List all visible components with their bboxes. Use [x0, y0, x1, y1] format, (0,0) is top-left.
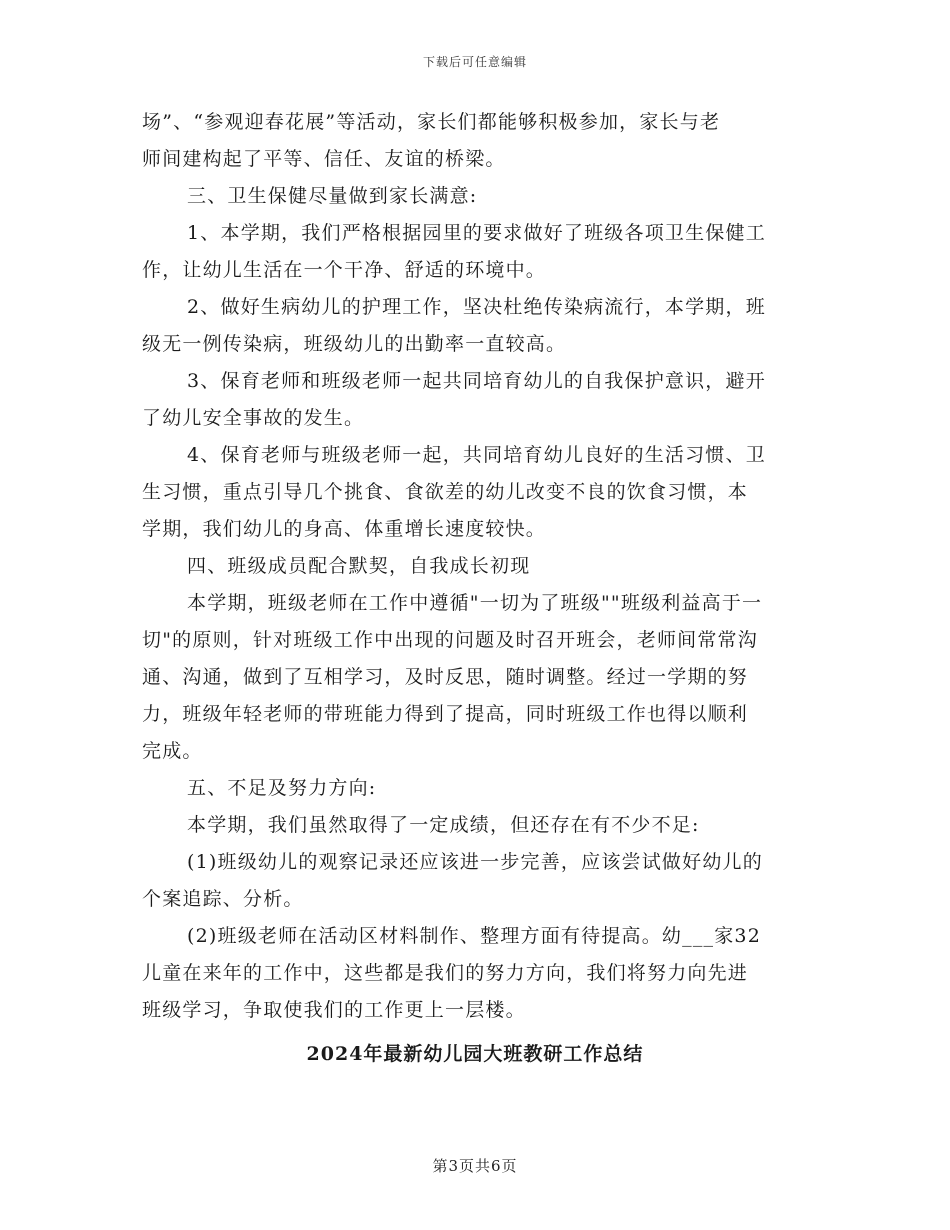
text-line: (1)班级幼儿的观察记录还应该进一步完善，应该尝试做好幼儿的 [187, 851, 763, 873]
document-title: 2024年最新幼儿园大班教研工作总结 [306, 1043, 644, 1065]
text-line: 作，让幼儿生活在一个干净、舒适的环境中。 [142, 259, 547, 281]
text-line: 4、保育老师与班级老师一起，共同培育幼儿良好的生活习惯、卫 [187, 444, 766, 466]
text-line: 切"的原则，针对班级工作中出现的问题及时召开班会，老师间常常沟 [142, 629, 758, 651]
text-line: 2、做好生病幼儿的护理工作，坚决杜绝传染病流行，本学期，班 [187, 296, 766, 318]
text-line: 力，班级年轻老师的带班能力得到了提高，同时班级工作也得以顺利 [142, 703, 749, 725]
text-line: (2)班级老师在活动区材料制作、整理方面有待提高。幼___家32 [187, 925, 761, 947]
text-line: 生习惯，重点引导几个挑食、食欲差的幼儿改变不良的饮食习惯，本 [142, 481, 749, 503]
text-line: 通、沟通，做到了互相学习，及时反思，随时调整。经过一学期的努 [142, 666, 749, 688]
text-line: 班级学习，争取使我们的工作更上一层楼。 [142, 999, 526, 1021]
document-body [142, 104, 812, 1029]
page-header: 下载后可任意编辑 [422, 55, 527, 69]
section-heading: 五、不足及努力方向: [187, 777, 377, 799]
text-line: 师间建构起了平等、信任、友谊的桥梁。 [142, 148, 506, 170]
text-line: 本学期，班级老师在工作中遵循"一切为了班级""班级利益高于一 [187, 592, 763, 614]
section-heading: 三、卫生保健尽量做到家长满意: [187, 185, 478, 207]
text-line: 学期，我们幼儿的身高、体重增长速度较快。 [142, 518, 547, 540]
section-heading: 四、班级成员配合默契，自我成长初现 [187, 555, 531, 577]
text-line: 个案追踪、分析。 [142, 888, 304, 910]
text-line: 完成。 [142, 740, 203, 762]
page-number: 第3页共6页 [432, 1157, 518, 1175]
text-line: 级无一例传染病，班级幼儿的出勤率一直较高。 [142, 333, 567, 355]
text-line: 3、保育老师和班级老师一起共同培育幼儿的自我保护意识，避开 [187, 370, 766, 392]
text-line: 了幼儿安全事故的发生。 [142, 407, 365, 429]
text-line: 场”、“参观迎春花展”等活动，家长们都能够积极参加，家长与老 [142, 111, 721, 133]
text-line: 儿童在来年的工作中，这些都是我们的努力方向，我们将努力向先进 [142, 962, 749, 984]
text-line: 1、本学期，我们严格根据园里的要求做好了班级各项卫生保健工 [187, 222, 766, 244]
text-line: 本学期，我们虽然取得了一定成绩，但还存在有不少不足: [187, 814, 700, 836]
